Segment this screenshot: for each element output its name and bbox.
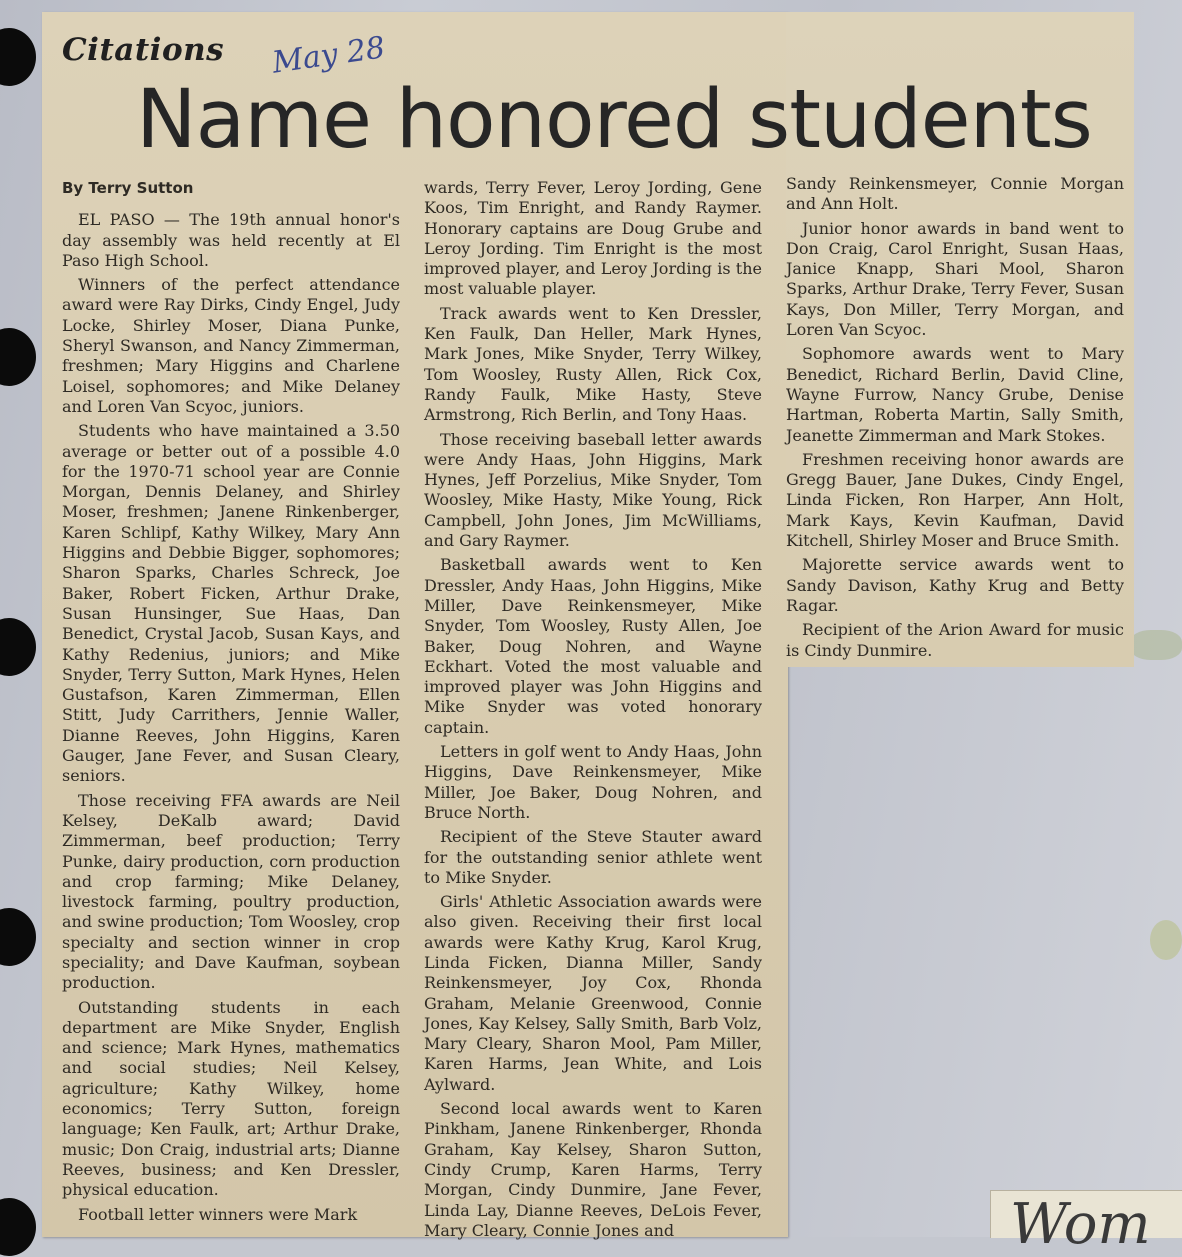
- article-column-2: [424, 178, 762, 1245]
- adjacent-clipping-text: Wom: [1010, 1192, 1151, 1257]
- article-column-1: [62, 178, 400, 1229]
- paragraph: Football letter winners were Mark: [78, 1204, 358, 1224]
- paragraph: Second local awards went to Karen Pinkham, Janene Rinkenberger, Rhonda Graham, Kay Kelsey, Sharon Sutton, Cindy Crump, Karen Harms, Terry Morgan, Cindy Dunmire, Jane Fever, Linda Lay, Dianne Reeves, DeLois Fever, Mary Cleary, Connie Jones and: [424, 1099, 762, 1240]
- article-column-3: [786, 174, 1124, 665]
- byline: By Terry Sutton: [62, 179, 194, 197]
- paragraph-continued: wards, Terry Fever, Leroy Jording, Gene Koos, Tim Enright, and Randy Raymer. Honorary captains are Doug Grube and Leroy Jording. Tim Enright is the most improved player, and Leroy Jording is the most valuable player.: [424, 178, 762, 299]
- paragraph: Students who have maintained a 3.50 average or better out of a possible 4.0 for the 1970-71 school year are Connie Morgan, Dennis Delaney, and Shirley Moser, freshmen; Janene Rinkenberger, Karen Schlipf, Kathy Wilkey, Mary Ann Higgins and Debbie Bigger, sophomores; Sharon Sparks, Charles Schreck, Joe Baker, Robert Ficken, Arthur Drake, Susan Hunsinger, Sue Haas, Dan Benedict, Crystal Jacob, Susan Kays, and Kathy Redenius, juniors; and Mike Snyder, Terry Sutton, Mark Hynes, Helen Gustafson, Karen Zimmerman, Ellen Stitt, Judy Carrithers, Jennie Waller, Dianne Reeves, John Higgins, Karen Gauger, Jane Fever, and Susan Cleary, seniors.: [62, 421, 400, 786]
- paragraph: Those receiving FFA awards are Neil Kelsey, DeKalb award; David Zimmerman, beef production; Terry Punke, dairy production, corn production and crop farming; Mike Delaney, livestock farming, poultry production, and swine production; Tom Woosley, crop specialty and section winner in crop speciality; and Dave Kaufman, soybean production.: [62, 790, 400, 993]
- paragraph: Outstanding students in each department are Mike Snyder, English and science; Mark Hynes, mathematics and social studies; Neil Kelsey, agriculture; Kathy Wilkey, home economics; Terry Sutton, foreign language; Ken Faulk, art; Arthur Drake, music; Don Craig, industrial arts; Dianne Reeves, business; and Ken Dressler, physical education.: [62, 997, 400, 1200]
- paragraph: Basketball awards went to Ken Dressler, Andy Haas, John Higgins, Mike Miller, Dave Reinkensmeyer, Mike Snyder, Tom Woosley, Rusty Allen, Joe Baker, Doug Nohren, and Wayne Eckhart. Voted the most valuable and improved player was John Higgins and Mike Snyder was voted honorary captain.: [424, 555, 762, 737]
- paragraph: Junior honor awards in band went to Don Craig, Carol Enright, Susan Haas, Janice Knapp, Shari Mool, Sharon Sparks, Arthur Drake, Terry Fever, Susan Kays, Don Miller, Terry Morgan, and Loren Van Scyoc.: [786, 218, 1124, 340]
- paragraph: Freshmen receiving honor awards are Gregg Bauer, Jane Dukes, Cindy Engel, Linda Ficken, Ron Harper, Ann Holt, Mark Kays, Kevin Kaufman, David Kitchell, Shirley Moser and Bruce Smith.: [786, 449, 1124, 551]
- paragraph: Those receiving baseball letter awards were Andy Haas, John Higgins, Mark Hynes, Jeff Porzelius, Mike Snyder, Tom Woosley, Mike Hasty, Mike Young, Rick Campbell, John Jones, Jim McWilliams, and Gary Raymer.: [424, 429, 762, 551]
- paragraph: Recipient of the Steve Stauter award for the outstanding senior athlete went to Mike Snyder.: [424, 827, 762, 887]
- glue-stain: [1150, 920, 1182, 960]
- paragraph: Majorette service awards went to Sandy Davison, Kathy Krug and Betty Ragar.: [786, 555, 1124, 615]
- handwritten-date: May 28: [270, 30, 388, 81]
- glue-stain: [1130, 630, 1182, 660]
- paragraph: Girls' Athletic Association awards were also given. Receiving their first local awards were Kathy Krug, Karol Krug, Linda Ficken, Dianna Miller, Sandy Reinkensmeyer, Joy Cox, Rhonda Graham, Melanie Greenwood, Connie Jones, Kay Kelsey, Sally Smith, Barb Volz, Mary Cleary, Sharon Mool, Pam Miller, Karen Harms, Jean White, and Lois Aylward.: [424, 892, 762, 1094]
- paragraph: EL PASO — The 19th annual honor's day assembly was held recently at El Paso High School.: [62, 210, 400, 270]
- paragraph: Track awards went to Ken Dressler, Ken Faulk, Dan Heller, Mark Hynes, Mark Jones, Mike Snyder, Terry Wilkey, Tom Woosley, Rusty Allen, Rick Cox, Randy Faulk, Mike Hasty, Steve Armstrong, Rich Berlin, and Tony Haas.: [424, 303, 762, 425]
- paragraph: Sophomore awards went to Mary Benedict, Richard Berlin, David Cline, Wayne Furrow, Nancy Grube, Denise Hartman, Roberta Martin, Sally Smith, Jeanette Zimmerman and Mark Stokes.: [786, 344, 1124, 445]
- paragraph: Letters in golf went to Andy Haas, John Higgins, Dave Reinkensmeyer, Mike Miller, Joe Baker, Doug Nohren, and Bruce North.: [424, 742, 762, 822]
- headline: Name honored students: [136, 73, 1092, 167]
- paragraph-continued: Sandy Reinkensmeyer, Connie Morgan and Ann Holt.: [786, 174, 1124, 214]
- section-kicker: Citations: [62, 32, 225, 68]
- paragraph: Recipient of the Arion Award for music is Cindy Dunmire.: [786, 620, 1124, 660]
- paragraph: Winners of the perfect attendance award were Ray Dirks, Cindy Engel, Judy Locke, Shirley Moser, Diana Punke, Sheryl Swanson, and Nancy Zimmerman, freshmen; Mary Higgins and Charlene Loisel, sophomores; and Mike Delaney and Loren Van Scyoc, juniors.: [62, 275, 400, 416]
